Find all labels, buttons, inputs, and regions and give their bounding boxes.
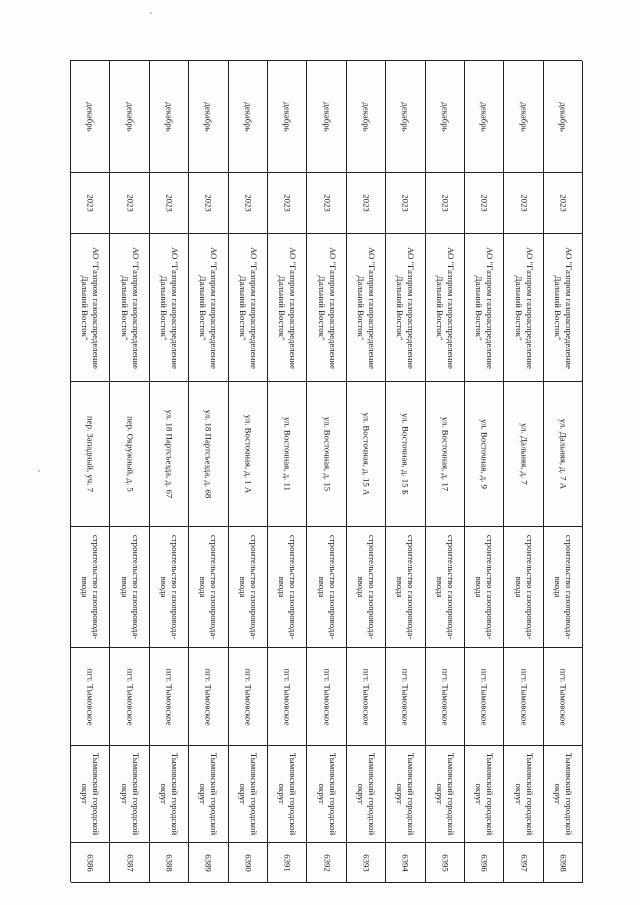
district-cell-text: Тымовский городской округ <box>198 752 220 836</box>
month-cell <box>465 61 504 173</box>
settlement-cell <box>426 648 465 746</box>
address-cell <box>229 382 268 527</box>
month-cell-text: декабрь <box>479 101 490 132</box>
month-cell-text: декабрь <box>125 101 136 132</box>
year-cell <box>307 173 346 234</box>
settlement-cell <box>229 648 268 746</box>
organization-cell-text: АО "Газпром газораспределение Дальний Восток" <box>552 246 574 369</box>
organization-cell <box>347 234 386 382</box>
work-type-cell <box>229 527 268 648</box>
gas-pipeline-table <box>70 60 582 882</box>
year-cell-text: 2023 <box>519 194 530 212</box>
address-cell-text: ул. 18 Партсъезда, д. 67 <box>164 409 175 499</box>
work-type-cell <box>426 527 465 648</box>
organization-cell <box>189 234 228 382</box>
work-type-cell <box>110 527 149 648</box>
settlement-cell <box>386 648 425 746</box>
settlement-cell-text: пгт. Тымовское <box>440 668 451 725</box>
organization-cell <box>268 234 307 382</box>
year-cell <box>347 173 386 234</box>
month-cell-text: декабрь <box>519 101 530 132</box>
address-cell-text: ул. Восточная, д. 1 А <box>243 414 254 494</box>
year-cell <box>426 173 465 234</box>
district-cell <box>465 746 504 843</box>
table-row <box>544 61 583 883</box>
table-row <box>426 61 465 883</box>
work-type-cell-text: строительство газопровода-ввода <box>434 534 456 640</box>
row-number-cell <box>229 843 268 883</box>
organization-cell-text: АО "Газпром газораспределение Дальний Восток" <box>434 246 456 369</box>
table-row <box>71 61 110 883</box>
year-cell <box>150 173 189 234</box>
organization-cell-text: АО "Газпром газораспределение Дальний Восток" <box>474 246 496 369</box>
row-number-cell-text: 6388 <box>164 853 175 872</box>
district-cell <box>71 746 110 843</box>
settlement-cell-text: пгт. Тымовское <box>85 668 96 725</box>
table-row <box>150 61 189 883</box>
address-cell <box>150 382 189 527</box>
work-type-cell <box>347 527 386 648</box>
settlement-cell <box>268 648 307 746</box>
table-row <box>268 61 307 883</box>
table-row <box>110 61 149 883</box>
district-cell <box>268 746 307 843</box>
month-cell <box>268 61 307 173</box>
organization-cell <box>426 234 465 382</box>
table-row <box>465 61 504 883</box>
district-cell-text: Тымовский городской округ <box>80 752 102 836</box>
work-type-cell <box>150 527 189 648</box>
organization-cell-text: АО "Газпром газораспределение Дальний Восток" <box>198 246 220 369</box>
row-number-cell-text: 6391 <box>282 853 293 872</box>
address-cell-text: ул. Восточная, д. 9 <box>479 419 490 489</box>
month-cell-text: декабрь <box>558 101 569 132</box>
year-cell <box>71 173 110 234</box>
work-type-cell-text: строительство газопровода-ввода <box>237 534 259 640</box>
organization-cell-text: АО "Газпром газораспределение Дальний Восток" <box>395 246 417 369</box>
year-cell-text: 2023 <box>440 194 451 212</box>
address-cell <box>426 382 465 527</box>
work-type-cell <box>465 527 504 648</box>
month-cell <box>229 61 268 173</box>
district-cell-text: Тымовский городской округ <box>355 752 377 836</box>
address-cell <box>110 382 149 527</box>
address-cell-text: ул. Дальняя, д. 7 А <box>558 418 569 490</box>
district-cell-text: Тымовский городской округ <box>237 752 259 836</box>
year-cell <box>544 173 583 234</box>
work-type-cell <box>307 527 346 648</box>
month-cell <box>504 61 543 173</box>
organization-cell <box>544 234 583 382</box>
organization-cell-text: АО "Газпром газораспределение Дальний Восток" <box>277 246 299 369</box>
table-row <box>386 61 425 883</box>
year-cell <box>229 173 268 234</box>
settlement-cell <box>347 648 386 746</box>
work-type-cell-text: строительство газопровода-ввода <box>552 534 574 640</box>
organization-cell <box>307 234 346 382</box>
address-cell-text: пер. Западный, уч. 7 <box>85 415 96 493</box>
work-type-cell <box>504 527 543 648</box>
row-number-cell <box>268 843 307 883</box>
address-cell <box>504 382 543 527</box>
settlement-cell-text: пгт. Тымовское <box>322 668 333 725</box>
settlement-cell-text: пгт. Тымовское <box>243 668 254 725</box>
scan-speck <box>38 470 40 472</box>
year-cell-text: 2023 <box>282 194 293 212</box>
month-cell-text: декабрь <box>322 101 333 132</box>
month-cell-text: декабрь <box>243 101 254 132</box>
work-type-cell-text: строительство газопровода-ввода <box>513 534 535 640</box>
row-number-cell-text: 6392 <box>322 853 333 872</box>
settlement-cell-text: пгт. Тымовское <box>282 668 293 725</box>
row-number-cell <box>189 843 228 883</box>
address-cell-text: пер. Окружный, д. 5 <box>125 416 136 492</box>
row-number-cell <box>386 843 425 883</box>
work-type-cell <box>544 527 583 648</box>
month-cell <box>544 61 583 173</box>
month-cell <box>71 61 110 173</box>
month-cell <box>189 61 228 173</box>
settlement-cell <box>465 648 504 746</box>
address-cell <box>347 382 386 527</box>
organization-cell-text: АО "Газпром газораспределение Дальний Восток" <box>158 246 180 369</box>
address-cell-text: ул. 18 Партсъезда, д. 68 <box>203 409 214 499</box>
settlement-cell <box>504 648 543 746</box>
table-row <box>189 61 228 883</box>
work-type-cell-text: строительство газопровода-ввода <box>80 534 102 640</box>
year-cell-text: 2023 <box>400 194 411 212</box>
settlement-cell-text: пгт. Тымовское <box>164 668 175 725</box>
organization-cell-text: АО "Газпром газораспределение Дальний Восток" <box>237 246 259 369</box>
year-cell-text: 2023 <box>243 194 254 212</box>
month-cell-text: декабрь <box>85 101 96 132</box>
table-row <box>504 61 543 883</box>
district-cell-text: Тымовский городской округ <box>119 752 141 836</box>
district-cell <box>347 746 386 843</box>
month-cell <box>110 61 149 173</box>
month-cell-text: декабрь <box>400 101 411 132</box>
year-cell <box>465 173 504 234</box>
settlement-cell <box>544 648 583 746</box>
settlement-cell-text: пгт. Тымовское <box>400 668 411 725</box>
organization-cell <box>229 234 268 382</box>
district-cell <box>189 746 228 843</box>
organization-cell <box>465 234 504 382</box>
table-row <box>307 61 346 883</box>
district-cell-text: Тымовский городской округ <box>395 752 417 836</box>
row-number-cell <box>307 843 346 883</box>
address-cell <box>465 382 504 527</box>
district-cell-text: Тымовский городской округ <box>277 752 299 836</box>
address-cell <box>189 382 228 527</box>
organization-cell <box>110 234 149 382</box>
month-cell-text: декабрь <box>203 101 214 132</box>
month-cell <box>426 61 465 173</box>
organization-cell-text: АО "Газпром газораспределение Дальний Восток" <box>513 246 535 369</box>
month-cell <box>307 61 346 173</box>
row-number-cell <box>465 843 504 883</box>
year-cell-text: 2023 <box>558 194 569 212</box>
row-number-cell <box>71 843 110 883</box>
settlement-cell <box>71 648 110 746</box>
row-number-cell-text: 6394 <box>400 853 411 872</box>
address-cell-text: ул. Восточная, д. 17 <box>440 416 451 492</box>
row-number-cell <box>150 843 189 883</box>
table-row <box>347 61 386 883</box>
organization-cell <box>150 234 189 382</box>
district-cell <box>150 746 189 843</box>
row-number-cell <box>544 843 583 883</box>
work-type-cell <box>71 527 110 648</box>
settlement-cell-text: пгт. Тымовское <box>361 668 372 725</box>
table-row <box>229 61 268 883</box>
organization-cell-text: АО "Газпром газораспределение Дальний Восток" <box>316 246 338 369</box>
address-cell <box>268 382 307 527</box>
row-number-cell-text: 6396 <box>479 853 490 872</box>
settlement-cell-text: пгт. Тымовское <box>125 668 136 725</box>
row-number-cell-text: 6395 <box>440 853 451 872</box>
work-type-cell-text: строительство газопровода-ввода <box>198 534 220 640</box>
district-cell <box>307 746 346 843</box>
month-cell-text: декабрь <box>282 101 293 132</box>
organization-cell-text: АО "Газпром газораспределение Дальний Восток" <box>80 246 102 369</box>
organization-cell <box>504 234 543 382</box>
settlement-cell-text: пгт. Тымовское <box>519 668 530 725</box>
settlement-cell-text: пгт. Тымовское <box>558 668 569 725</box>
address-cell <box>544 382 583 527</box>
address-cell <box>307 382 346 527</box>
scan-speck <box>150 12 152 14</box>
work-type-cell <box>268 527 307 648</box>
district-cell <box>544 746 583 843</box>
row-number-cell-text: 6390 <box>243 853 254 872</box>
work-type-cell-text: строительство газопровода-ввода <box>158 534 180 640</box>
work-type-cell-text: строительство газопровода-ввода <box>474 534 496 640</box>
work-type-cell-text: строительство газопровода-ввода <box>277 534 299 640</box>
address-cell <box>386 382 425 527</box>
settlement-cell <box>307 648 346 746</box>
year-cell-text: 2023 <box>164 194 175 212</box>
row-number-cell <box>504 843 543 883</box>
row-number-cell <box>426 843 465 883</box>
row-number-cell-text: 6387 <box>125 853 136 872</box>
district-cell <box>229 746 268 843</box>
year-cell-text: 2023 <box>125 194 136 212</box>
address-cell-text: ул. Восточная, д. 15 А <box>361 412 372 496</box>
district-cell <box>504 746 543 843</box>
district-cell-text: Тымовский городской округ <box>513 752 535 836</box>
settlement-cell <box>110 648 149 746</box>
address-cell <box>71 382 110 527</box>
year-cell-text: 2023 <box>479 194 490 212</box>
district-cell-text: Тымовский городской округ <box>434 752 456 836</box>
work-type-cell-text: строительство газопровода-ввода <box>355 534 377 640</box>
work-type-cell-text: строительство газопровода-ввода <box>119 534 141 640</box>
address-cell-text: ул. Восточная, д. 11 <box>282 417 293 491</box>
row-number-cell <box>110 843 149 883</box>
address-cell-text: ул. Дальняя, д. 7 <box>519 423 530 485</box>
year-cell <box>504 173 543 234</box>
year-cell <box>110 173 149 234</box>
month-cell-text: декабрь <box>440 101 451 132</box>
month-cell-text: декабрь <box>361 101 372 132</box>
year-cell <box>268 173 307 234</box>
organization-cell-text: АО "Газпром газораспределение Дальний Восток" <box>119 246 141 369</box>
month-cell <box>347 61 386 173</box>
year-cell-text: 2023 <box>322 194 333 212</box>
district-cell <box>386 746 425 843</box>
row-number-cell-text: 6398 <box>558 853 569 872</box>
month-cell-text: декабрь <box>164 101 175 132</box>
address-cell-text: ул. Восточная, д. 15 Б <box>400 413 411 495</box>
row-number-cell <box>347 843 386 883</box>
district-cell <box>110 746 149 843</box>
month-cell <box>150 61 189 173</box>
year-cell <box>189 173 228 234</box>
district-cell-text: Тымовский городской округ <box>474 752 496 836</box>
district-cell-text: Тымовский городской округ <box>316 752 338 836</box>
organization-cell <box>386 234 425 382</box>
row-number-cell-text: 6389 <box>203 853 214 872</box>
organization-cell-text: АО "Газпром газораспределение Дальний Восток" <box>355 246 377 369</box>
district-cell-text: Тымовский городской округ <box>158 752 180 836</box>
work-type-cell <box>386 527 425 648</box>
month-cell <box>386 61 425 173</box>
row-number-cell-text: 6393 <box>361 853 372 872</box>
organization-cell <box>71 234 110 382</box>
address-cell-text: ул. Восточная, д. 15 <box>322 416 333 492</box>
district-cell <box>426 746 465 843</box>
work-type-cell <box>189 527 228 648</box>
settlement-cell <box>150 648 189 746</box>
row-number-cell-text: 6397 <box>519 853 530 872</box>
settlement-cell <box>189 648 228 746</box>
settlement-cell-text: пгт. Тымовское <box>479 668 490 725</box>
row-number-cell-text: 6386 <box>85 853 96 872</box>
district-cell-text: Тымовский городской округ <box>552 752 574 836</box>
year-cell-text: 2023 <box>203 194 214 212</box>
year-cell-text: 2023 <box>361 194 372 212</box>
year-cell-text: 2023 <box>85 194 96 212</box>
work-type-cell-text: строительство газопровода-ввода <box>395 534 417 640</box>
settlement-cell-text: пгт. Тымовское <box>203 668 214 725</box>
year-cell <box>386 173 425 234</box>
work-type-cell-text: строительство газопровода-ввода <box>316 534 338 640</box>
